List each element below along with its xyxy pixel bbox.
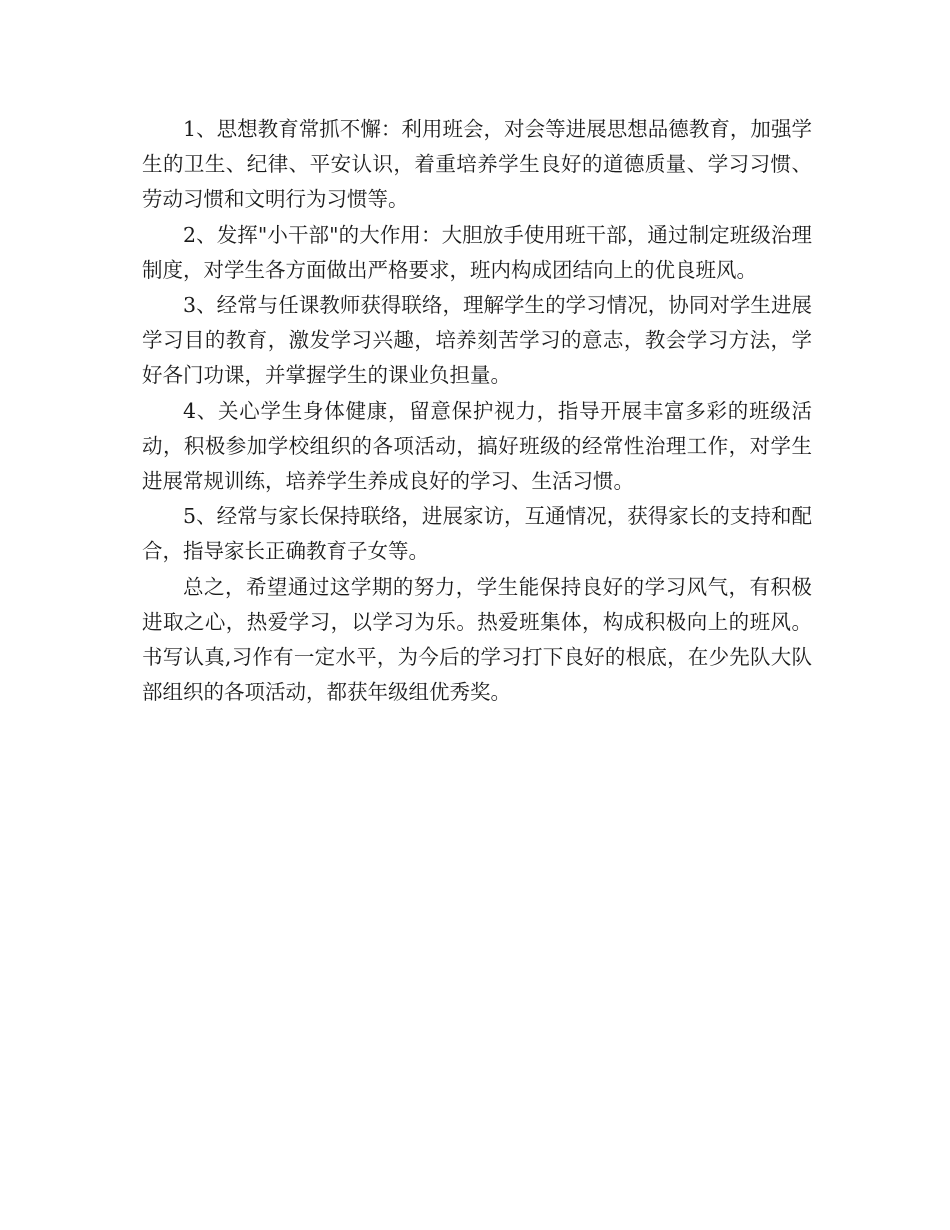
paragraph-item-2: 2、发挥"小干部"的大作用：大胆放手使用班干部，通过制定班级治理制度，对学生各方面做出严格要求，班内构成团结向上的优良班风。 [142,222,812,282]
document-body [142,112,812,710]
paragraph-summary: 总之，希望通过这学期的努力，学生能保持良好的学习风气，有积极进取之心，热爱学习，以学习为乐。热爱班集体，构成积极向上的班风。书写认真,习作有一定水平，为今后的学习打下良好的根底，在少先队大队部组织的各项活动，都获年级组优秀奖。 [142,574,812,705]
paragraph-item-4: 4、关心学生身体健康，留意保护视力，指导开展丰富多彩的班级活动，积极参加学校组织的各项活动，搞好班级的经常性治理工作，对学生进展常规训练，培养学生养成良好的学习、生活习惯。 [142,398,812,494]
paragraph-item-3: 3、经常与任课教师获得联络，理解学生的学习情况，协同对学生进展学习目的教育，激发学习兴趣，培养刻苦学习的意志，教会学习方法，学好各门功课，并掌握学生的课业负担量。 [142,293,812,388]
paragraph-item-5: 5、经常与家长保持联络，进展家访，互通情况，获得家长的支持和配合，指导家长正确教育子女等。 [142,504,812,564]
paragraph-item-1: 1、思想教育常抓不懈：利用班会，对会等进展思想品德教育，加强学生的卫生、纪律、平安认识，着重培养学生良好的道德质量、学习习惯、劳动习惯和文明行为习惯等。 [142,117,812,212]
